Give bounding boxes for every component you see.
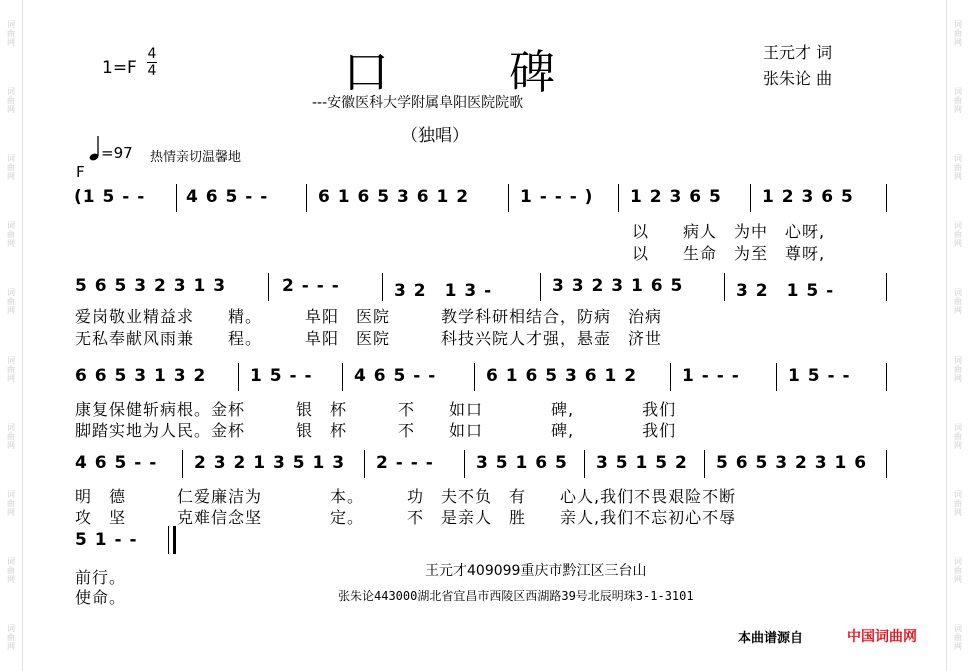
watermark: 词曲网	[7, 20, 15, 48]
watermark: 词曲网	[7, 422, 15, 450]
watermark: 词曲网	[954, 87, 962, 115]
quarter-note-icon	[88, 134, 100, 166]
barline	[584, 450, 585, 478]
lyric-verse-1: 爱岗敬业精益求 精。 阜阳 医院 教学科研相结合，防病 治病	[75, 307, 663, 326]
barline	[342, 363, 343, 391]
final-barline-thin	[168, 526, 169, 554]
watermark: 词曲网	[954, 355, 962, 383]
measure: 4 6 5 - -	[186, 187, 269, 207]
barline	[382, 273, 383, 301]
barline	[474, 363, 475, 391]
lyric-verse-2: 脚踏实地为人民。金杯 银 杯 不 如口 碑, 我们	[75, 421, 677, 440]
barline	[238, 363, 239, 391]
measure: 4 6 5 - -	[75, 453, 158, 473]
tempo-value: =97	[101, 144, 133, 162]
barline	[670, 363, 671, 391]
barline	[464, 450, 465, 478]
lyric-verse-1: 以 病人 为中 心呀,	[632, 222, 826, 241]
lyricist-credit: 王元才 词	[763, 43, 833, 62]
measure: 5 6 5 3 2 3 1 6	[716, 453, 868, 473]
measure: 5 1 - -	[75, 530, 138, 550]
barline	[268, 273, 269, 301]
source-brand-link[interactable]: 中国词曲网	[847, 629, 917, 645]
watermark: 词曲网	[7, 623, 15, 651]
lyric-verse-2: 攻 坚 克难信念坚 定。 不 是亲人 胜 亲人,我们不忘初心不辱	[75, 508, 737, 527]
watermark: 词曲网	[7, 87, 15, 115]
measure: 3 5 1 6 5	[476, 453, 568, 473]
barline	[886, 363, 887, 391]
source-label: 本曲谱源自	[738, 631, 804, 646]
barline	[886, 273, 887, 301]
final-barline-thick	[173, 526, 176, 554]
subtitle: ---安徽医科大学附属阜阳医院院歌	[312, 95, 524, 111]
time-signature-top: 4	[147, 46, 157, 62]
expression-mark: 热情亲切温馨地	[150, 150, 242, 165]
measure: 1 5 - -	[788, 366, 851, 386]
time-signature-bottom: 4	[147, 63, 157, 79]
barline	[750, 184, 751, 212]
barline	[508, 184, 509, 212]
measure: 6 1 6 5 3 6 1 2	[318, 187, 470, 207]
barline	[306, 184, 307, 212]
time-signature	[147, 47, 157, 78]
measure: 6 6 5 3 1 3 2	[75, 366, 207, 386]
measure: 2 - - -	[376, 453, 434, 473]
measure: 1 2 3 6 5	[762, 187, 854, 207]
lyricist-address: 王元才409099重庆市黔江区三台山	[425, 563, 647, 579]
watermark: 词曲网	[954, 422, 962, 450]
watermark: 词曲网	[954, 154, 962, 182]
watermark: 词曲网	[954, 489, 962, 517]
barline	[724, 273, 725, 301]
composer-credit: 张朱论 曲	[763, 69, 833, 88]
watermark: 词曲网	[954, 221, 962, 249]
lyric-verse-2: 无私奉献风雨兼 程。 阜阳 医院 科技兴院人才强，悬壶 济世	[75, 329, 663, 348]
barline	[618, 184, 619, 212]
lyric-verse-1: 康复保健斩病根。金杯 银 杯 不 如口 碑, 我们	[75, 400, 677, 419]
watermark: 词曲网	[954, 20, 962, 48]
lyric-verse-2: 以 生命 为至 尊呀,	[632, 244, 826, 263]
barline	[704, 450, 705, 478]
page-title: 口碑	[343, 45, 675, 99]
measure: 5 6 5 3 2 3 1 3	[75, 276, 227, 296]
measure: (1 5 - -	[74, 187, 146, 207]
right-watermark-strip	[946, 0, 969, 671]
left-watermark-strip	[0, 0, 23, 671]
watermark: 词曲网	[7, 288, 15, 316]
watermark: 词曲网	[954, 623, 962, 651]
watermark: 词曲网	[7, 556, 15, 584]
measure: 1 - - -	[682, 366, 740, 386]
watermark: 词曲网	[7, 355, 15, 383]
barline	[364, 450, 365, 478]
barline	[176, 184, 177, 212]
measure: 3 5 1 5 2	[596, 453, 688, 473]
key-mark: F	[76, 163, 85, 181]
performance-type: （独唱）	[401, 126, 469, 146]
key-signature: 1=F	[102, 58, 137, 78]
barline	[182, 450, 183, 478]
measure: 3 2 1 3 -	[394, 281, 493, 301]
measure: 2 3 2 1 3 5 1 3	[194, 453, 346, 473]
measure: 1 5 - -	[250, 366, 313, 386]
measure: 4 6 5 - -	[354, 366, 437, 386]
watermark: 词曲网	[7, 221, 15, 249]
measure: 6 1 6 5 3 6 1 2	[486, 366, 638, 386]
watermark: 词曲网	[7, 489, 15, 517]
watermark: 词曲网	[954, 288, 962, 316]
composer-address: 张朱论443000湖北省宜昌市西陵区西湖路39号北辰明珠3-1-3101	[338, 589, 694, 603]
barline	[776, 363, 777, 391]
watermark: 词曲网	[7, 154, 15, 182]
lyric-verse-1: 前行。	[75, 568, 127, 587]
lyric-verse-1: 明 德 仁爱廉洁为 本。 功 夫不负 有 心人,我们不畏艰险不断	[75, 487, 737, 506]
lyric-verse-2: 使命。	[75, 588, 127, 607]
measure: 2 - - -	[282, 276, 340, 296]
barline	[540, 273, 541, 301]
barline	[886, 450, 887, 478]
measure: 1 - - - )	[520, 187, 594, 207]
measure: 3 3 2 3 1 6 5	[552, 276, 684, 296]
measure: 3 2 1 5 -	[736, 281, 835, 301]
barline	[886, 184, 887, 212]
watermark: 词曲网	[954, 556, 962, 584]
measure: 1 2 3 6 5	[630, 187, 722, 207]
